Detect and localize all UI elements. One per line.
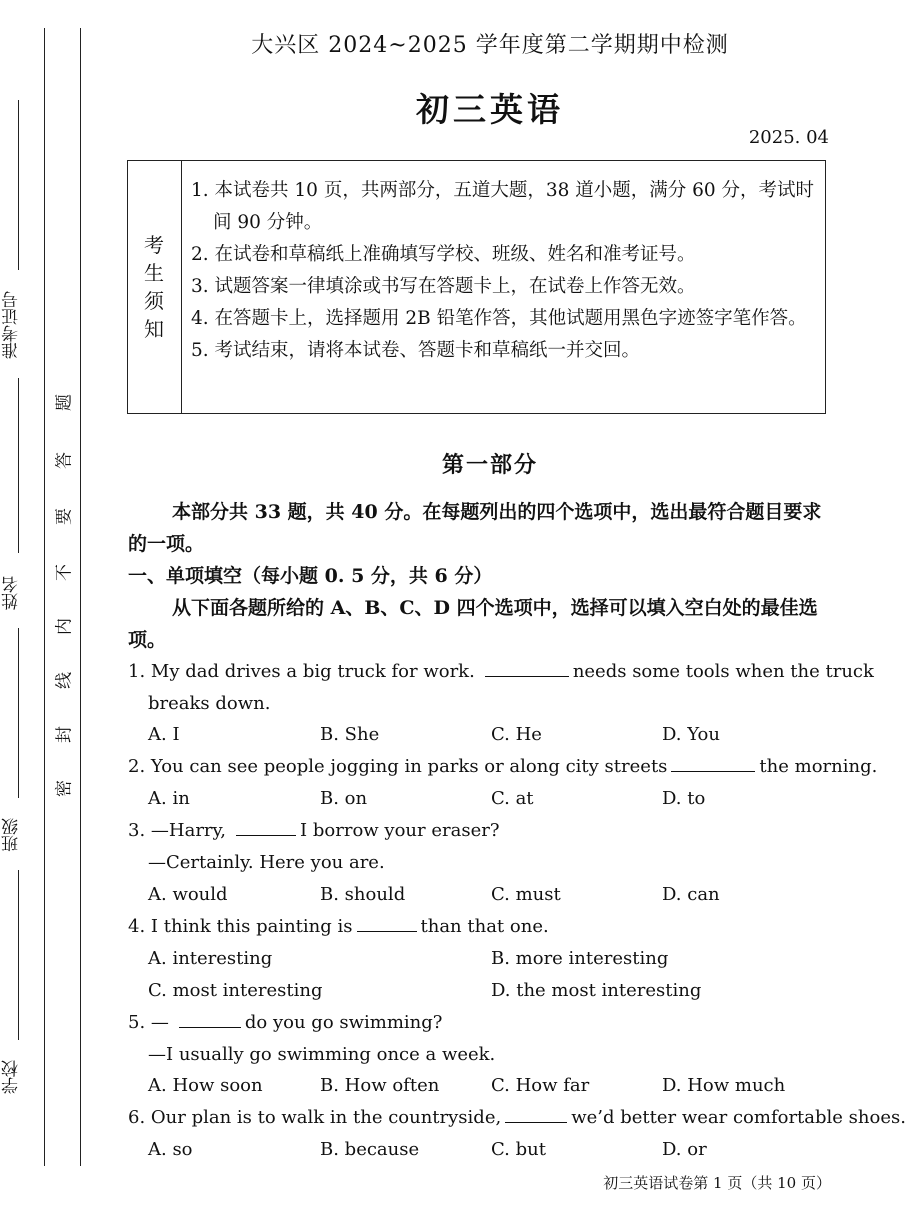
question-3-reply: —Certainly. Here you are. — [148, 852, 385, 873]
class-fill-line — [18, 628, 19, 798]
option-c: C. at — [491, 788, 534, 809]
option-b: B. more interesting — [491, 948, 669, 969]
answer-blank — [357, 930, 417, 932]
option-c: C. most interesting — [148, 980, 323, 1001]
exam-number-label: 准考证号 — [2, 291, 22, 359]
seal-char: 题 — [54, 394, 75, 411]
answer-blank — [671, 770, 755, 772]
question-text: 4. I think this painting is — [128, 916, 353, 937]
option-b: B. should — [320, 884, 406, 905]
option-c: C. How far — [491, 1075, 590, 1096]
binding-line-inner — [80, 28, 81, 1166]
question-5-stem — [128, 1008, 442, 1038]
school-label: 学校 — [2, 1060, 22, 1095]
exam-number-fill-line — [18, 100, 19, 270]
seal-char: 封 — [54, 726, 75, 743]
seal-char: 答 — [54, 452, 75, 469]
notice-item: 4. 在答题卡上，选择题用 2B 铅笔作答，其他试题用黑色字迹签字笔作答。 — [191, 308, 807, 329]
seal-char: 内 — [54, 618, 75, 635]
part-title: 第一部分 — [441, 452, 538, 478]
option-c: C. He — [491, 724, 542, 745]
option-b: B. on — [320, 788, 368, 809]
question-text: I borrow your eraser? — [300, 820, 500, 841]
seal-char: 要 — [54, 508, 75, 525]
answer-blank — [179, 1026, 241, 1028]
question-text: 2. You can see people jogging in parks or along city streets — [128, 756, 668, 777]
notice-list — [191, 175, 819, 367]
seal-char: 密 — [54, 780, 75, 797]
candidate-notice-box — [127, 160, 826, 414]
name-label: 姓名 — [2, 576, 22, 611]
option-c: C. but — [491, 1139, 546, 1160]
option-d: D. or — [662, 1139, 707, 1160]
answer-blank — [505, 1121, 567, 1123]
subject-title: 初三英语 — [416, 90, 564, 129]
option-a: A. in — [148, 788, 190, 809]
question-text: needs some tools when the truck — [572, 661, 874, 682]
option-b: B. because — [320, 1139, 420, 1160]
section-title: 一、单项填空（每小题 0. 5 分，共 6 分） — [128, 565, 493, 587]
option-a: A. How soon — [148, 1075, 263, 1096]
option-b: B. She — [320, 724, 380, 745]
binding-line-outer — [44, 28, 45, 1166]
question-text: 6. Our plan is to walk in the countryside, — [128, 1107, 502, 1128]
seal-char: 线 — [54, 672, 75, 689]
question-1-stem — [128, 657, 874, 687]
notice-label: 考生须知 — [144, 233, 164, 341]
option-a: A. I — [148, 724, 180, 745]
part-intro: 本部分共 33 题，共 40 分。在每题列出的四个选项中，选出最符合题目要求的一项。 — [128, 501, 822, 555]
notice-label-cell — [128, 161, 182, 413]
option-c: C. must — [491, 884, 561, 905]
option-a: A. would — [148, 884, 228, 905]
question-text: we’d better wear comfortable shoes. — [571, 1107, 906, 1128]
option-d: D. the most interesting — [491, 980, 702, 1001]
notice-item: 1. 本试卷共 10 页，共两部分，五道大题，38 道小题，满分 60 分，考试时间 90 分钟。 — [191, 180, 815, 233]
question-3-stem — [128, 816, 499, 846]
question-5-reply: —I usually go swimming once a week. — [148, 1044, 496, 1065]
name-fill-line — [18, 378, 19, 553]
question-6-stem — [128, 1103, 906, 1133]
question-text: the morning. — [759, 756, 878, 777]
question-text: 1. My dad drives a big truck for work. — [128, 661, 475, 682]
option-d: D. You — [662, 724, 720, 745]
notice-item: 5. 考试结束，请将本试卷、答题卡和草稿纸一并交回。 — [191, 340, 641, 361]
option-d: D. to — [662, 788, 706, 809]
option-d: D. How much — [662, 1075, 786, 1096]
question-text: 3. —Harry, — [128, 820, 227, 841]
class-label: 班级 — [2, 818, 22, 853]
question-text: 5. — — [128, 1012, 169, 1033]
page-footer: 初三英语试卷第 1 页（共 10 页） — [603, 1174, 831, 1192]
option-a: A. interesting — [148, 948, 273, 969]
option-d: D. can — [662, 884, 720, 905]
option-b: B. How often — [320, 1075, 440, 1096]
answer-blank — [485, 675, 569, 677]
question-text: do you go swimming? — [244, 1012, 443, 1033]
seal-char: 不 — [54, 564, 75, 581]
school-fill-line — [18, 870, 19, 1040]
question-text: than that one. — [420, 916, 549, 937]
question-1-stem-cont: breaks down. — [148, 693, 271, 714]
notice-item: 3. 试题答案一律填涂或书写在答题卡上，在试卷上作答无效。 — [191, 276, 696, 297]
answer-blank — [236, 834, 296, 836]
exam-title: 大兴区 2024~2025 学年度第二学期期中检测 — [251, 33, 729, 58]
option-a: A. so — [148, 1139, 193, 1160]
notice-item: 2. 在试卷和草稿纸上准确填写学校、班级、姓名和准考证号。 — [191, 244, 696, 265]
exam-date: 2025. 04 — [748, 127, 829, 148]
question-4-stem — [128, 912, 549, 942]
section-instruction: 从下面各题所给的 A、B、C、D 四个选项中，选择可以填入空白处的最佳选项。 — [128, 597, 818, 651]
question-2-stem — [128, 752, 877, 782]
